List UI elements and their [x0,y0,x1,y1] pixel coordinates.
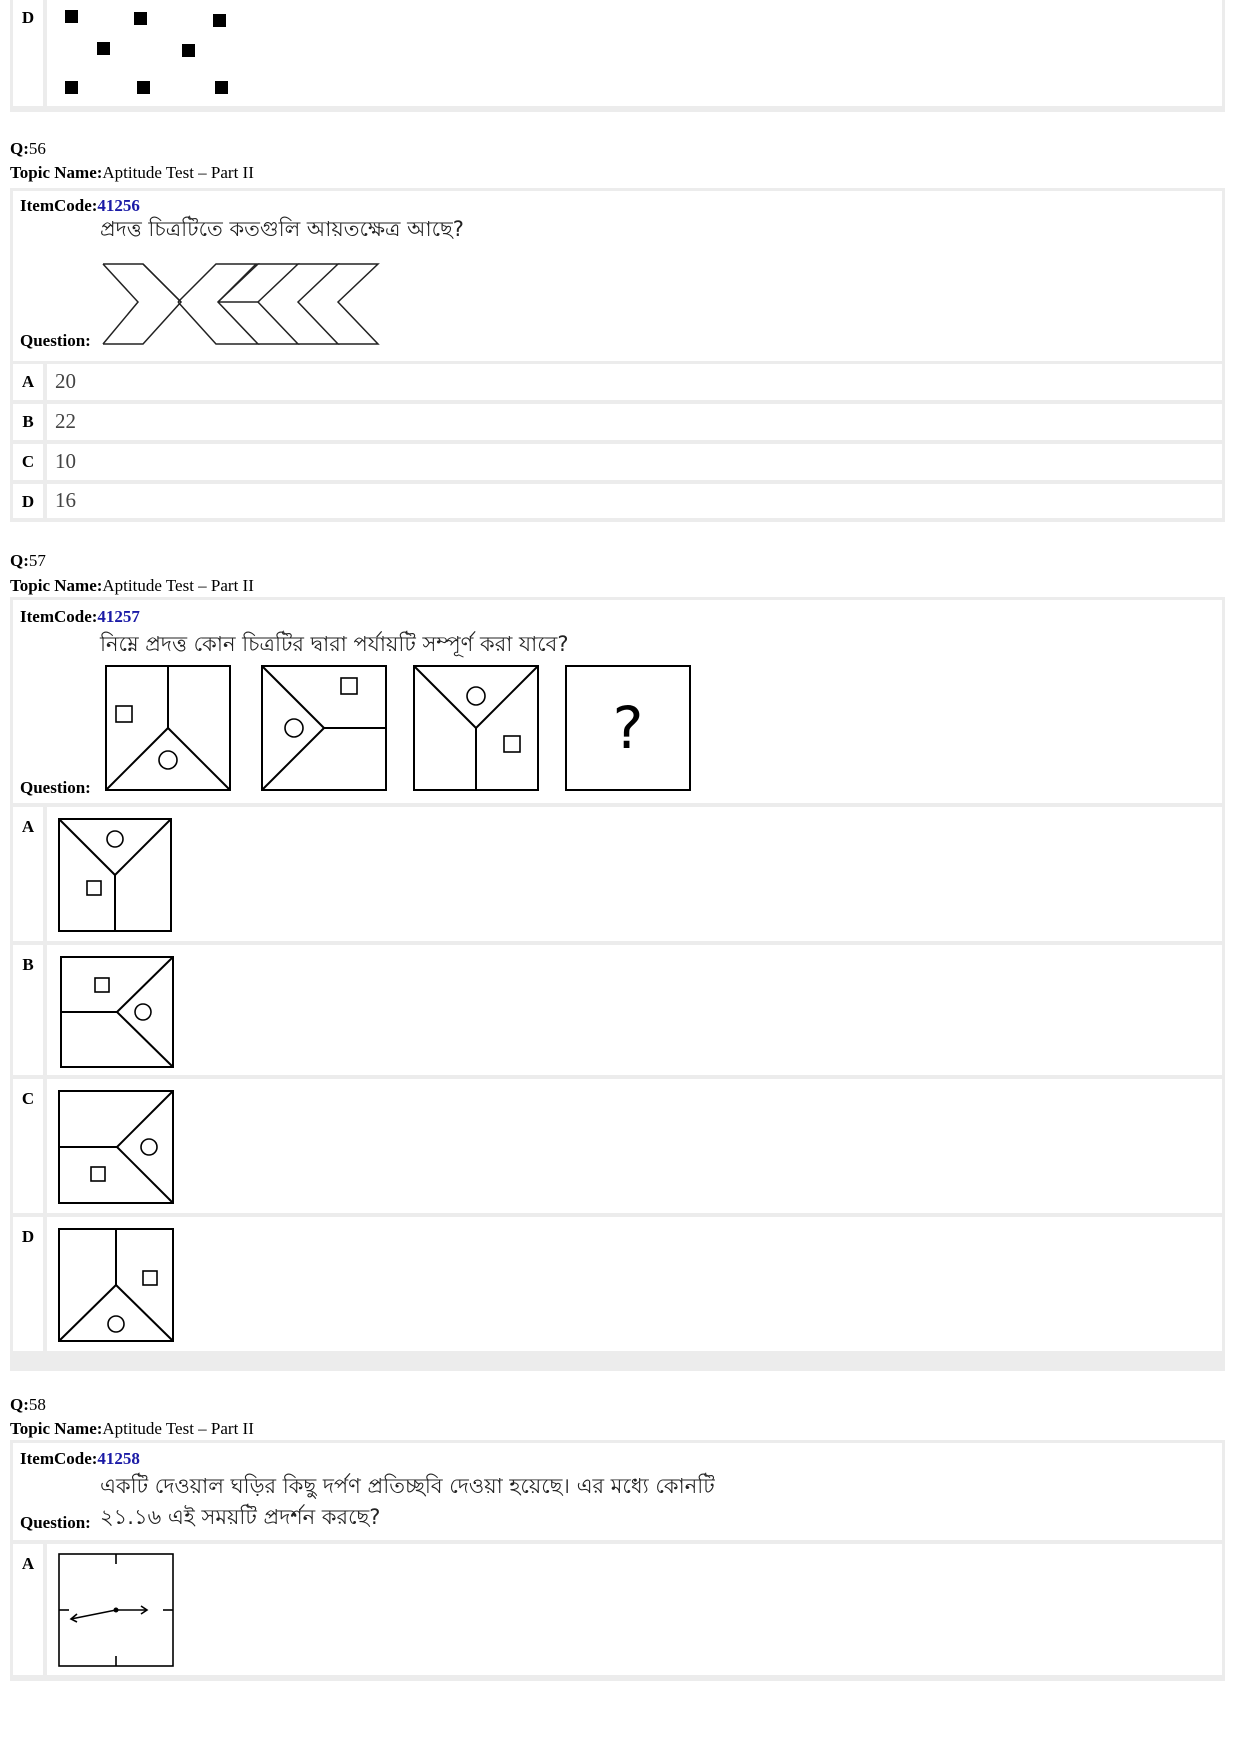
option-row-c[interactable] [13,1079,1222,1213]
question-label: Question: [20,1513,91,1532]
option-figure-cell [47,1217,1222,1351]
sequence-figures [106,666,706,796]
question-text: নিম্নে প্রদত্ত কোন চিত্রটির দ্বারা পর্যায়টি সম্পূর্ণ করা যাবে? [100,632,569,656]
question-card [10,597,1225,1371]
option-label: A [13,1544,47,1675]
topic-name: Topic Name:Aptitude Test – Part II [10,163,254,182]
option-figure-cell [47,945,1222,1075]
option-value: 10 [55,449,76,473]
option-cell [47,364,1222,400]
topic-name: Topic Name:Aptitude Test – Part II [10,576,254,595]
option-value: 20 [55,369,76,393]
option-label: A [13,364,47,400]
question-text: প্রদত্ত চিত্রটিতে কতগুলি আয়তক্ষেত্র আছে? [100,217,464,241]
question-number: Q:58 [10,1395,46,1414]
option-label: D [13,0,47,106]
question-label: Question: [20,778,91,797]
question-body [13,1443,1222,1540]
option-label: C [13,1079,47,1213]
item-code: ItemCode:41258 [20,1449,140,1468]
option-label: D [13,484,47,518]
question-text-line-2: ২১.১৬ এই সময়টি প্রদর্শন করছে? [100,1505,381,1529]
option-cell [47,404,1222,440]
option-row-c[interactable] [13,444,1222,480]
option-figure-cell [47,0,1222,106]
topic-name: Topic Name:Aptitude Test – Part II [10,1419,254,1438]
option-a-figure [59,819,179,939]
option-row-d[interactable] [13,1217,1222,1351]
question-card [10,188,1225,522]
option-label: A [13,807,47,941]
question-mark: ? [612,694,644,762]
option-row-a[interactable] [13,807,1222,941]
option-label: D [13,1217,47,1351]
option-value: 16 [55,488,76,512]
option-d-figure [59,1229,179,1349]
item-code: ItemCode:41257 [20,607,140,626]
question-number: Q:57 [10,551,46,570]
option-row-b[interactable] [13,945,1222,1075]
option-c-figure [59,1091,179,1211]
option-label: B [13,945,47,1075]
option-row-d[interactable] [13,484,1222,518]
option-row-b[interactable] [13,404,1222,440]
prev-question-options [10,0,1225,112]
question-card [10,1440,1225,1681]
question-number: Q:56 [10,139,46,158]
option-row-a[interactable] [13,364,1222,400]
clock-mirror-figure [59,1554,189,1674]
option-b-figure [61,957,181,1077]
option-figure-cell [47,807,1222,941]
option-cell [47,444,1222,480]
question-label: Question: [20,331,91,350]
question-body [13,191,1222,361]
item-code: ItemCode:41256 [20,196,140,215]
option-row-a[interactable] [13,1544,1222,1675]
option-cell [47,484,1222,518]
question-body [13,600,1222,803]
option-figure-cell [47,1544,1222,1675]
option-label: C [13,444,47,480]
question-text-line-1: একটি দেওয়াল ঘড়ির কিছু দর্পণ প্রতিচ্ছবি দেওয়া হয়েছে। এর মধ্যে কোনটি [100,1474,715,1498]
option-value: 22 [55,409,76,433]
option-row-d[interactable] [13,0,1222,106]
option-figure-cell [47,1079,1222,1213]
option-label: B [13,404,47,440]
chevron-rectangles-figure [98,259,378,349]
dot-pattern-figure [57,4,257,104]
